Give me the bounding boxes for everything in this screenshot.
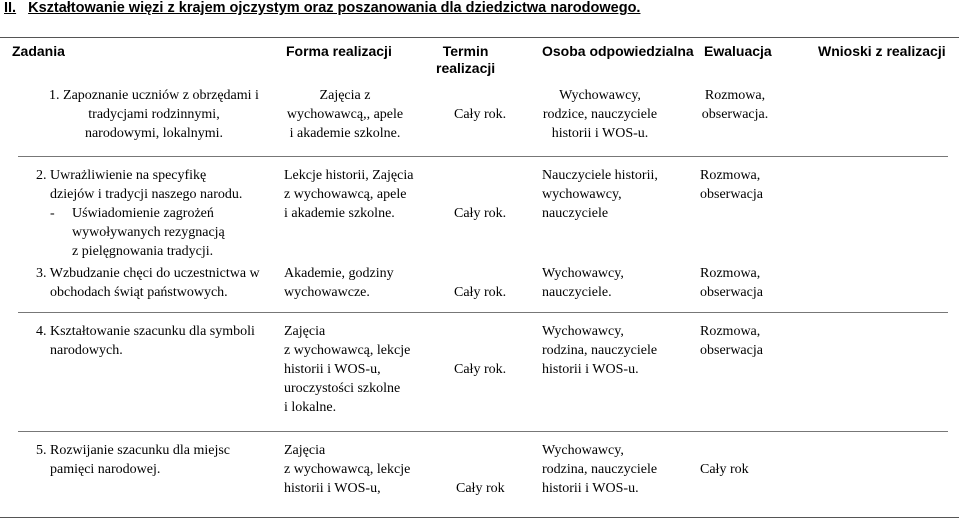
table-bottom-border [0,517,959,518]
section-title: Kształtowanie więzi z krajem ojczystym oraz poszanowania dla dziedzictwa narodowego. [28,0,641,16]
header-termin-line2: realizacji [436,60,496,76]
row-separator [18,312,948,313]
row1-termin: Cały rok. [454,107,507,122]
row2-forma: Lekcje historii, Zajęcia z wychowawcą, apele i akademie szkolne. [284,168,414,221]
section-number: II. [4,0,17,16]
row-separator [18,156,948,157]
header-ewaluacja: Ewaluacja [704,43,772,59]
row5-forma: Zajęcia z wychowawcą, lekcje historii i WOS-u, [284,443,411,496]
section-heading [4,0,640,17]
row5-osoba: Wychowawcy, rodzina, nauczyciele historii i WOS-u. [542,443,658,496]
row1-zadanie: 1. Zapoznanie uczniów z obrzędami i tradycjami rodzinnymi, narodowymi, lokalnymi. [49,88,259,141]
row2-termin: Cały rok. [454,206,507,221]
row1-osoba: Wychowawcy, rodzice, nauczyciele historii i WOS-u. [542,88,658,141]
row4-osoba: Wychowawcy, rodzina, nauczyciele historii i WOS-u. [542,324,658,377]
header-termin [436,43,495,83]
row3-osoba: Wychowawcy, nauczyciele. [542,266,624,300]
row3-forma: Akademie, godziny wychowawcze. [284,266,394,300]
header-zadania: Zadania [12,43,65,59]
table-top-border [0,37,959,38]
header-osoba: Osoba odpowiedzialna [542,43,694,59]
row-separator [18,431,948,432]
row5-zadanie: 5. Rozwijanie szacunku dla miejsc pamięci narodowej. [36,443,230,477]
header-forma: Forma realizacji [286,43,392,59]
row4-forma: Zajęcia z wychowawcą, lekcje historii i WOS-u, uroczystości szkolne i lokalne. [284,324,411,415]
row1-forma: Zajęcia z wychowawcą,, apele i akademie szkolne. [286,88,404,141]
row4-zadanie: 4. Kształtowanie szacunku dla symboli narodowych. [36,324,255,358]
header-termin-line1: Termin [442,43,489,59]
row2-osoba: Nauczyciele historii, wychowawcy, nauczyciele [542,168,658,221]
row4-termin: Cały rok. [454,362,507,377]
row5-ewaluacja: Cały rok [700,462,749,477]
row5-termin: Cały rok [456,481,505,496]
row4-ewaluacja: Rozmowa, obserwacja [700,324,763,358]
row2-ewaluacja: Rozmowa, obserwacja [700,168,763,202]
row3-zadanie: 3. Wzbudzanie chęci do uczestnictwa w obchodach świąt państwowych. [36,266,260,300]
list-dash: - [50,206,55,221]
row3-ewaluacja: Rozmowa, obserwacja [700,266,763,300]
row2-zadanie: 2. Uwrażliwienie na specyfikę dziejów i tradycji naszego narodu. - Uświadomienie zagrożeń wywoływanych rezygnacją z pielęgnowania tradycji. [36,168,243,259]
row1-ewaluacja: Rozmowa, obserwacja. [701,88,769,122]
row3-termin: Cały rok. [454,285,507,300]
header-wnioski: Wnioski z realizacji [818,43,946,59]
